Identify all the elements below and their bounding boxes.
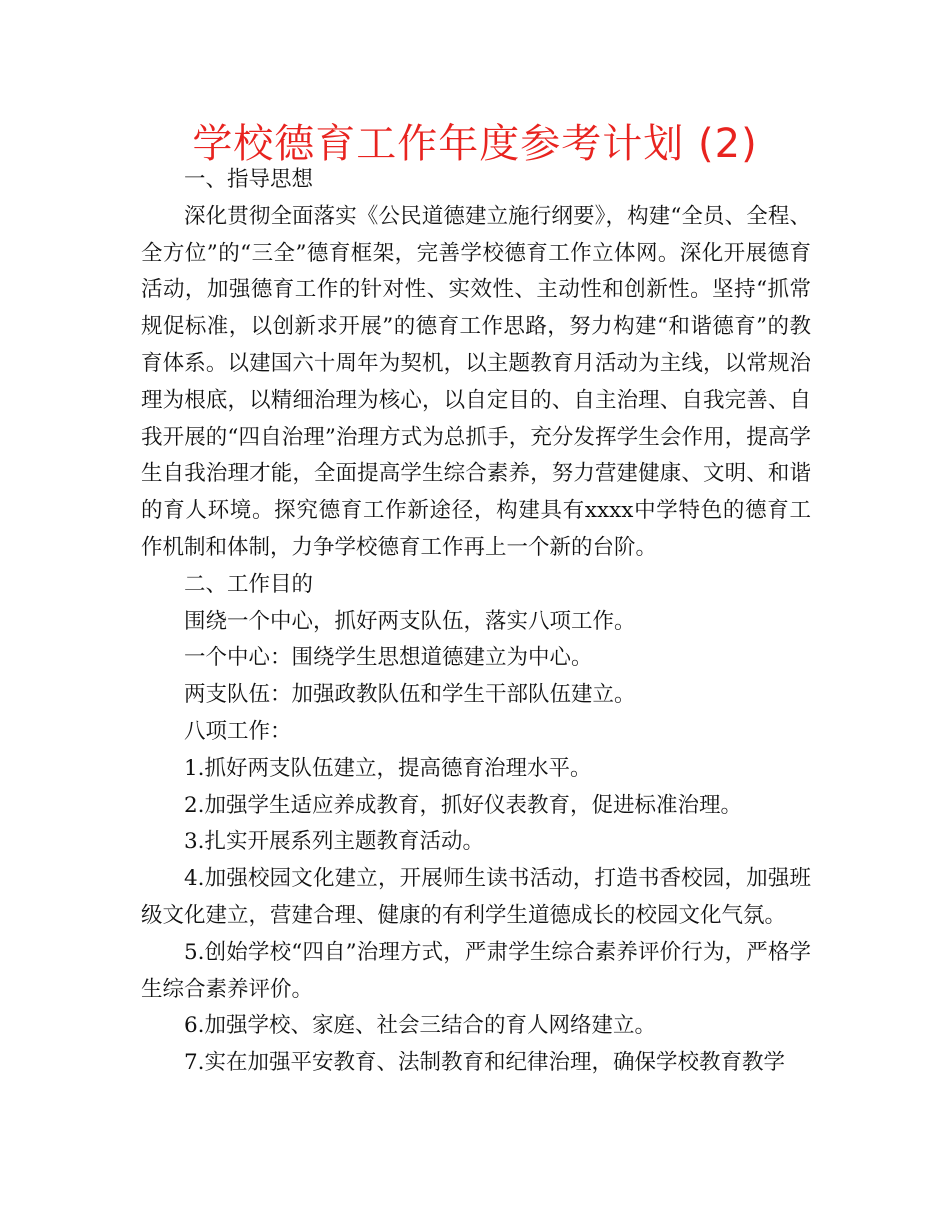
section-heading-work-goals: 二、工作目的 bbox=[184, 571, 314, 597]
list-item-task-1: 1.抓好两支队伍建立，提高德育治理水平。 bbox=[184, 755, 592, 781]
paragraph-eight-tasks-label: 八项工作： bbox=[184, 718, 292, 744]
list-item-task-5: 5.创始学校“四自”治理方式，严肃学生综合素养评价行为，严格学生综合素养评价。 bbox=[141, 939, 811, 1002]
document-title: 学校德育工作年度参考计划 (2) bbox=[192, 121, 758, 167]
paragraph-one-center: 一个中心：围绕学生思想道德建立为中心。 bbox=[184, 645, 593, 671]
list-item-task-7: 7.实在加强平安教育、法制教育和纪律治理，确保学校教育教学 bbox=[184, 1050, 786, 1076]
document-body bbox=[141, 162, 811, 1082]
list-item-task-6: 6.加强学校、家庭、社会三结合的育人网络建立。 bbox=[184, 1013, 657, 1039]
list-item-task-4: 4.加强校园文化建立，开展师生读书活动，打造书香校园，加强班级文化建立，营建合理、健康的有利学生道德成长的校园文化气氛。 bbox=[141, 866, 811, 928]
section-heading-guiding-thought: 一、指导思想 bbox=[184, 167, 314, 192]
list-item-task-2: 2.加强学生适应养成教育，抓好仪表教育，促进标准治理。 bbox=[184, 792, 743, 818]
paragraph-summary: 围绕一个中心，抓好两支队伍，落实八项工作。 bbox=[184, 608, 636, 634]
paragraph-guiding-thought: 深化贯彻全面落实《公民道德建立施行纲要》，构建“全员、全程、全方位”的“三全”德育框架，完善学校德育工作立体网。深化开展德育活动，加强德育工作的针对性、实效性、主动性和创新性。坚持“抓常规促标准，以创新求开展”的德育工作思路，努力构建“和谐德育”的教育体系。以建国六十周年为契机，以主题教育月活动为主线，以常规治理为根底，以精细治理为核心，以自定目的、自主治理、自我完善、自我开展的“四自治理”治理方式为总抓手，充分发挥学生会作用，提高学生自我治理才能，全面提高学生综合素养，努力营建健康、文明、和谐的育人环境。探究德育工作新途径，构建具有xxxx中学特色的德育工作机制和体制，力争学校德育工作再上一个新的台阶。 bbox=[141, 203, 811, 560]
list-item-task-3: 3.扎实开展系列主题教育活动。 bbox=[184, 829, 485, 855]
paragraph-two-teams: 两支队伍：加强政教队伍和学生干部队伍建立。 bbox=[184, 682, 636, 708]
